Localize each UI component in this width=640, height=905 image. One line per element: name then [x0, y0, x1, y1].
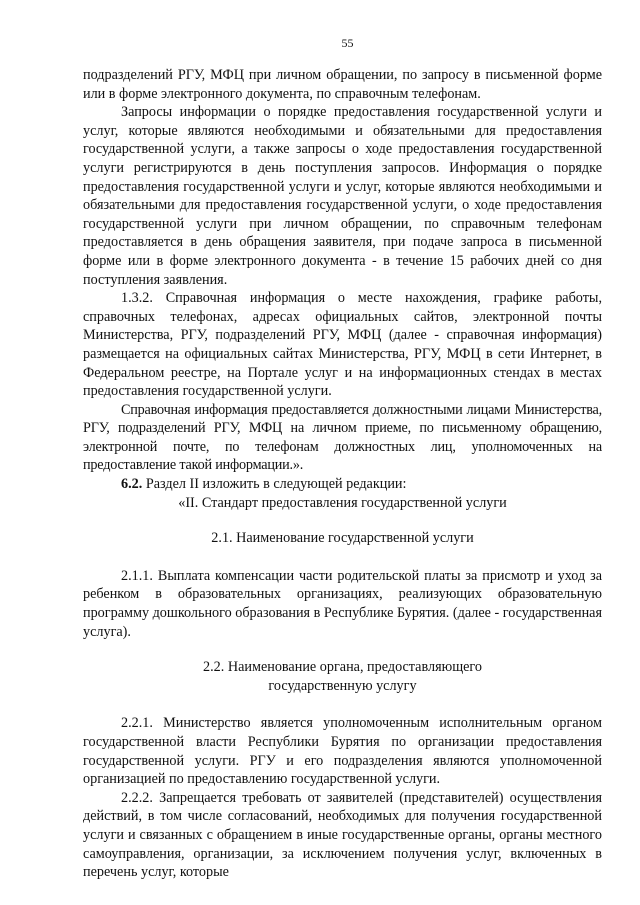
- amendment-text: Раздел II изложить в следующей редакции:: [145, 476, 407, 493]
- section-heading: «II. Стандарт предоставления государственной услуги: [178, 494, 507, 511]
- page-number: 55: [341, 36, 354, 50]
- subsection-heading-2-2-line2: государственную услугу: [268, 677, 417, 694]
- paragraph-amendment-6-2: [83, 475, 602, 494]
- paragraph-requests-info: Запросы информации о порядке предоставления государственной услуги и услуг, которые являются необходимыми и обязательными для предоставления государственной услуги, а также запросы о ходе предоставления государственной услуги регистрируются в день поступления запросов. Информация о порядке предоставления государственной услуги и услуг, которые являются необходимыми и обязательными для предоставления государственной услуги, о ходе предоставления государственной услуги при личном обращении, по справочным телефонам предоставляется в день обращения заявителя, при подаче запроса в письменной форме или в форме электронного документа - в течение 15 рабочих дней со дня поступления заявления.: [83, 104, 602, 288]
- subsection-heading-2-1: 2.1. Наименование государственной услуги: [211, 530, 474, 547]
- paragraph-2-2-1: 2.2.1. Министерство является уполномоченным исполнительным органом государственной власти Республики Бурятия по организации предоставления государственной услуги. РГУ и его подразделения являются уполномоченной организацией по предоставлению государственной услуги.: [83, 715, 602, 788]
- paragraph-2-2-2: 2.2.2. Запрещается требовать от заявителей (представителей) осуществления действий, в том числе согласований, необходимых для получения государственной услуги и связанных с обращением в иные государственные органы, органы местного самоуправления, организации, за исключением получения услуг, включенных в перечень услуг, которые: [83, 789, 602, 881]
- paragraph-reference-provision: Справочная информация предоставляется должностными лицами Министерства, РГУ, подразделений РГУ, МФЦ на личном приеме, по письменному обращению, электронной почте, по телефонам должностных лиц, уполномоченных на предоставление такой информации.».: [83, 401, 602, 474]
- paragraph-2-1-1: 2.1.1. Выплата компенсации части родительской платы за присмотр и уход за ребенком в образовательных организациях, реализующих образовательную программу дошкольного образования в Республике Бурятия. (далее - государственная услуга).: [83, 567, 602, 640]
- item-number: 6.2.: [121, 476, 143, 493]
- paragraph-continuation: подразделений РГУ, МФЦ при личном обращении, по запросу в письменной форме или в форме электронного документа, по справочным телефонам.: [83, 67, 602, 102]
- subsection-heading-2-2-line1: 2.2. Наименование органа, предоставляющего: [203, 659, 482, 676]
- paragraph-reference-info: 1.3.2. Справочная информация о месте нахождения, графике работы, справочных телефонах, адресах официальных сайтов, электронной почты Министерства, РГУ, подразделений РГУ, МФЦ (далее - справочная информация) размещается на официальных сайтах Министерства, РГУ, МФЦ в сети Интернет, в Федеральном реестре, на Портале услуг и на информационных стендах в местах предоставления государственной услуги.: [83, 290, 602, 400]
